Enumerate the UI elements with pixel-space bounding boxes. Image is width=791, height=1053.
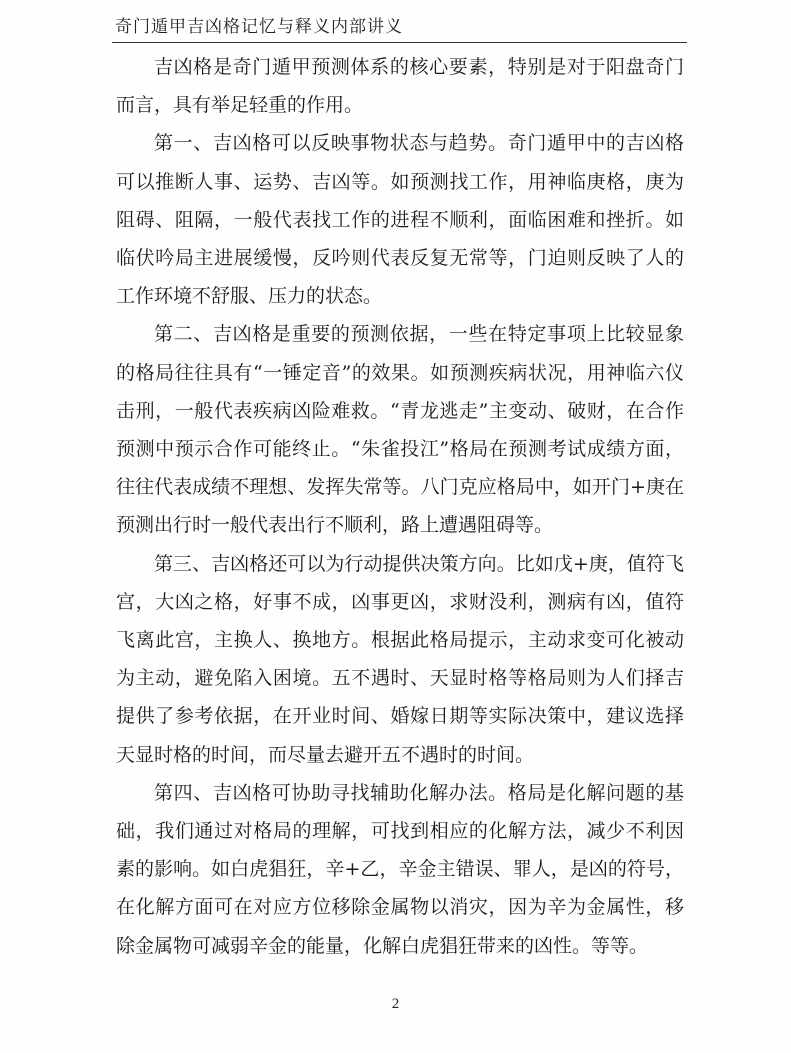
paragraph-third: 第三、吉凶格还可以为行动提供决策方向。比如戊+庚，值符飞宫，大凶之格，好事不成，凶事更凶，求财没利，测病有凶，值符飞离此宫，主换人、换地方。根据此格局提示，主动求变可化被动为主动，避免陷入困境。五不遇时、天显时格等格局则为人们择吉提供了参考依据，在开业时间、婚嫁日期等实际决策中，建议选择天显时格的时间，而尽量去避开五不遇时的时间。: [116, 552, 684, 766]
header-divider: [112, 42, 687, 43]
page-number: 2: [391, 996, 400, 1012]
body-text: [116, 48, 684, 965]
paragraph-second: 第二、吉凶格是重要的预测依据，一些在特定事项上比较显象的格局往往具有“一锤定音”的效果。如预测疾病状况，用神临六仪击刑，一般代表疾病凶险难救。“青龙逃走”主变动、破财，在合作预测中预示合作可能终止。“朱雀投江”格局在预测考试成绩方面，往往代表成绩不理想、发挥失常等。八门克应格局中，如开门+庚在预测出行时一般代表出行不顺利，路上遭遇阻碍等。: [116, 323, 684, 537]
running-header-title: 奇门遁甲吉凶格记忆与释义内部讲义: [115, 17, 403, 37]
paragraph-intro: 吉凶格是奇门遁甲预测体系的核心要素，特别是对于阳盘奇门而言，具有举足轻重的作用。: [116, 56, 684, 117]
paragraph-fourth: 第四、吉凶格可协助寻找辅助化解办法。格局是化解问题的基础，我们通过对格局的理解，可找到相应的化解方法，减少不利因素的影响。如白虎猖狂，辛+乙，辛金主错误、罪人，是凶的符号，在化解方面可在对应方位移除金属物以消灾，因为辛为金属性，移除金属物可减弱辛金的能量，化解白虎猖狂带来的凶性。等等。: [116, 781, 684, 957]
paragraph-first: 第一、吉凶格可以反映事物状态与趋势。奇门遁甲中的吉凶格可以推断人事、运势、吉凶等。如预测找工作，用神临庚格，庚为阻碍、阻隔，一般代表找工作的进程不顺利，面临困难和挫折。如临伏吟局主进展缓慢，反吟则代表反复无常等，门迫则反映了人的工作环境不舒服、压力的状态。: [116, 132, 684, 308]
